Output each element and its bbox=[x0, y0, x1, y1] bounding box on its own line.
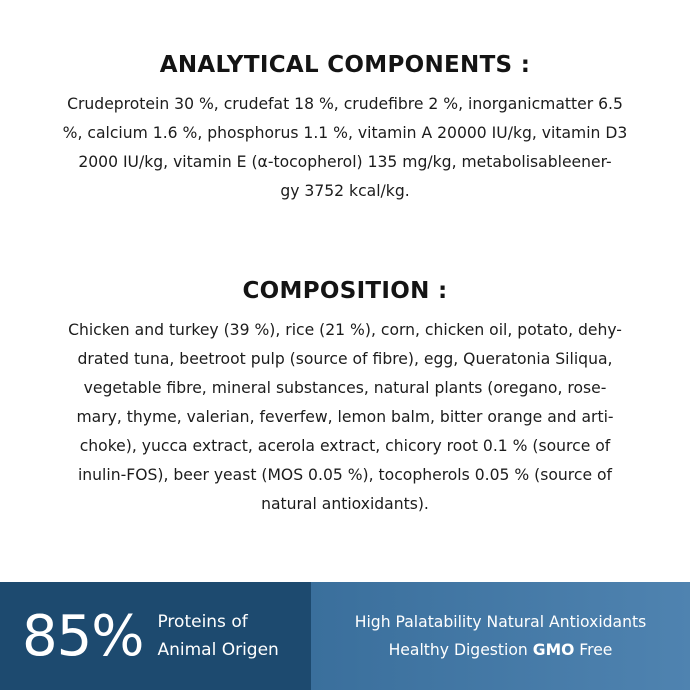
protein-label-line: Animal Origen bbox=[157, 640, 279, 660]
features-line-2 bbox=[389, 636, 613, 664]
protein-label bbox=[157, 608, 278, 664]
protein-highlight-panel bbox=[0, 582, 311, 690]
composition-line: drated tuna, beetroot pulp (source of fibre), egg, Queratonia Siliqua, bbox=[77, 350, 613, 368]
composition-text bbox=[30, 316, 660, 519]
composition-line: vegetable fibre, mineral substances, natural plants (oregano, rose- bbox=[83, 379, 607, 397]
composition-line: choke), yucca extract, acerola extract, chicory root 0.1 % (source of bbox=[79, 437, 611, 455]
analytical-components-text bbox=[30, 90, 660, 206]
composition-line: inulin-FOS), beer yeast (MOS 0.05 %), tocopherols 0.05 % (source of bbox=[77, 466, 613, 484]
analytical-components-title: ANALYTICAL COMPONENTS : bbox=[159, 52, 531, 78]
composition-line: natural antioxidants). bbox=[261, 495, 429, 513]
gmo-label: GMO bbox=[532, 641, 575, 659]
composition-title: COMPOSITION : bbox=[242, 278, 448, 304]
analytical-line: 2000 IU/kg, vitamin E (α-tocopherol) 135 mg/kg, metabolisableener- bbox=[78, 153, 612, 171]
feature-banner bbox=[0, 582, 690, 690]
composition-line: mary, thyme, valerian, feverfew, lemon balm, bitter orange and arti- bbox=[76, 408, 614, 426]
features-panel bbox=[311, 582, 690, 690]
protein-label-line: Proteins of bbox=[157, 612, 248, 632]
features-line-2-suffix: Free bbox=[574, 641, 613, 659]
protein-percent: 85% bbox=[22, 603, 144, 669]
analytical-line: gy 3752 kcal/kg. bbox=[280, 182, 410, 200]
composition-line: Chicken and turkey (39 %), rice (21 %), corn, chicken oil, potato, dehy- bbox=[68, 321, 622, 339]
analytical-line: %, calcium 1.6 %, phosphorus 1.1 %, vitamin A 20000 IU/kg, vitamin D3 bbox=[62, 124, 628, 142]
analytical-line: Crudeprotein 30 %, crudefat 18 %, crudefibre 2 %, inorganicmatter 6.5 bbox=[67, 95, 623, 113]
features-line-2-text: Healthy Digestion bbox=[388, 641, 533, 659]
features-line-1: High Palatability Natural Antioxidants bbox=[354, 613, 647, 631]
